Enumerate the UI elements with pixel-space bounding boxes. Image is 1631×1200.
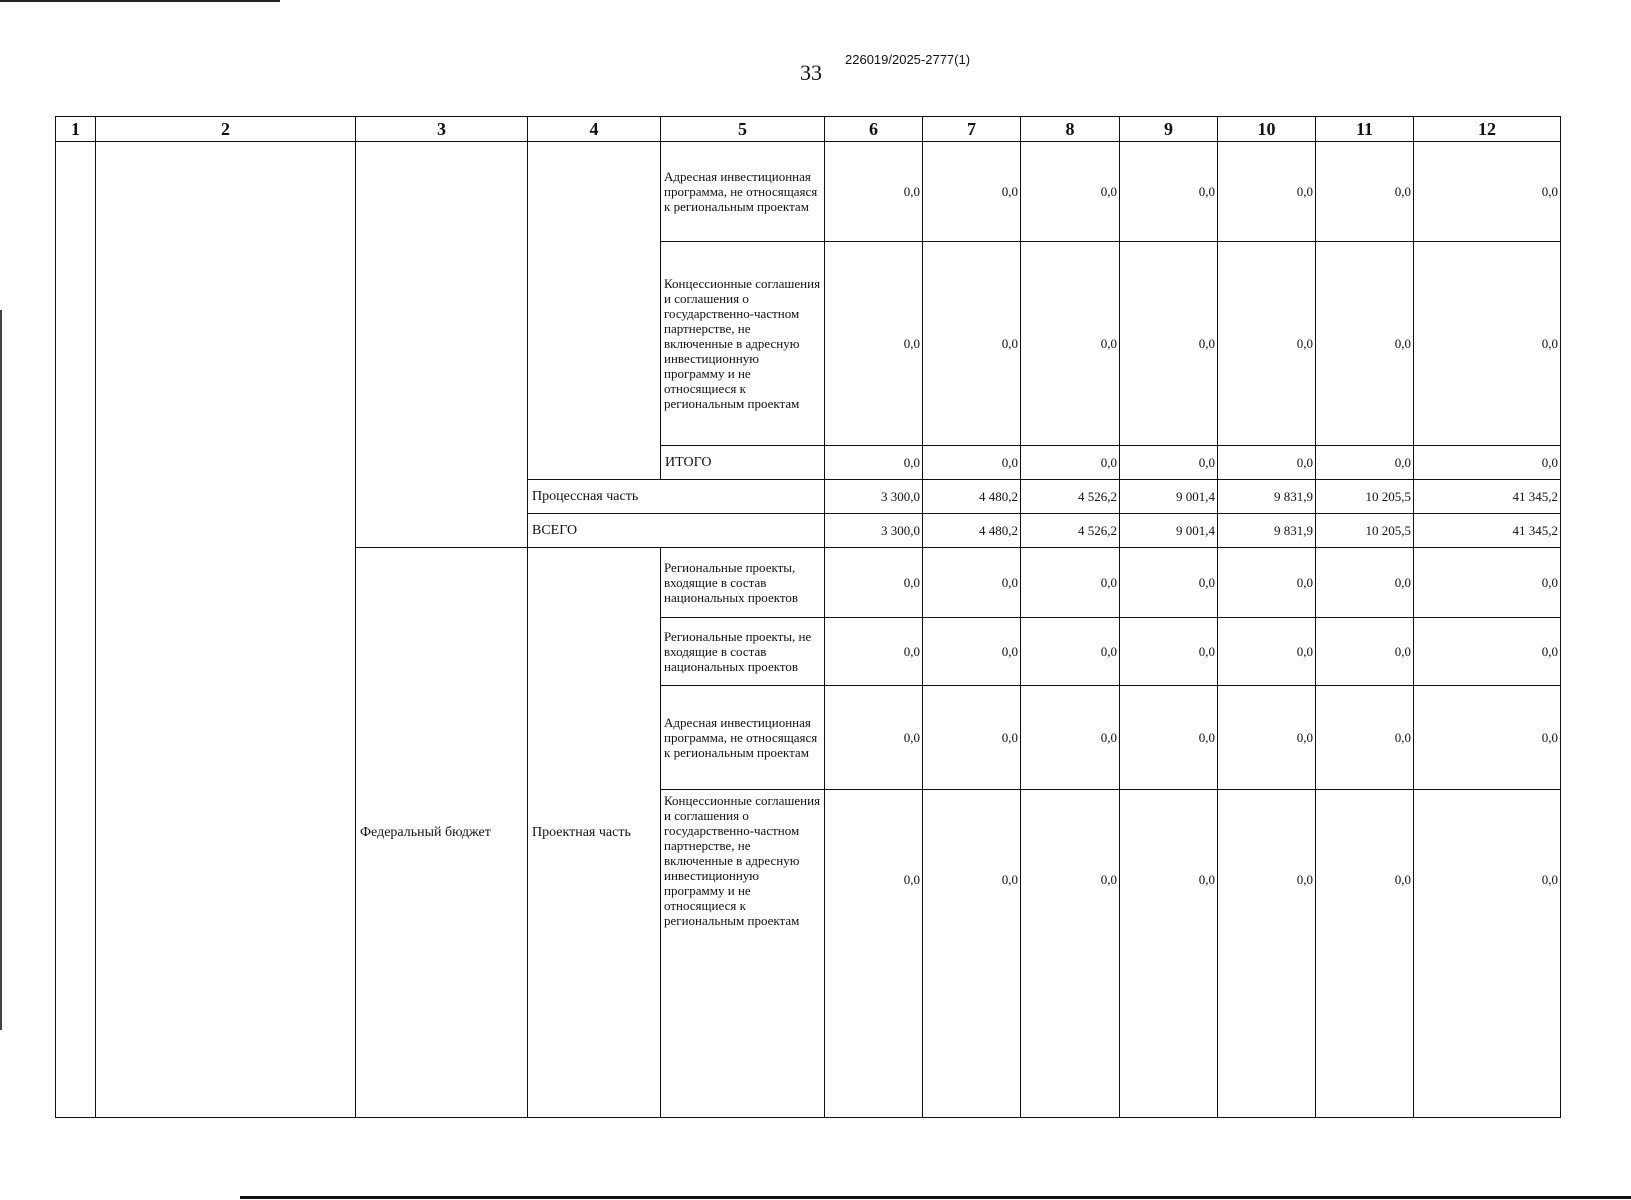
value-cell: 0,0 bbox=[1414, 790, 1561, 1118]
value-cell: 0,0 bbox=[1021, 686, 1120, 790]
value-cell: 0,0 bbox=[923, 790, 1021, 1118]
budget-part-label: Проектная часть bbox=[528, 548, 661, 1118]
value-cell: 0,0 bbox=[1021, 142, 1120, 242]
value-cell: 0,0 bbox=[923, 618, 1021, 686]
table-row bbox=[56, 142, 1561, 242]
value-cell: 0,0 bbox=[1414, 618, 1561, 686]
value-cell: 0,0 bbox=[825, 548, 923, 618]
column-header: 12 bbox=[1414, 117, 1561, 142]
column-header: 10 bbox=[1218, 117, 1316, 142]
value-cell: 0,0 bbox=[1316, 446, 1414, 480]
value-cell: 0,0 bbox=[1120, 142, 1218, 242]
value-cell: 0,0 bbox=[1120, 548, 1218, 618]
value-cell: 0,0 bbox=[825, 790, 923, 1118]
value-cell: 0,0 bbox=[1316, 790, 1414, 1118]
value-cell: 0,0 bbox=[1316, 686, 1414, 790]
value-cell: 0,0 bbox=[1218, 686, 1316, 790]
column-header: 11 bbox=[1316, 117, 1414, 142]
value-cell: 10 205,5 bbox=[1316, 514, 1414, 548]
value-cell: 0,0 bbox=[1120, 686, 1218, 790]
value-cell: 9 001,4 bbox=[1120, 514, 1218, 548]
value-cell: 0,0 bbox=[1120, 242, 1218, 446]
value-cell: 0,0 bbox=[1414, 446, 1561, 480]
value-cell: 3 300,0 bbox=[825, 480, 923, 514]
scan-edge-left bbox=[0, 310, 2, 1030]
value-cell: 4 526,2 bbox=[1021, 514, 1120, 548]
value-cell: 0,0 bbox=[1316, 548, 1414, 618]
column-header: 1 bbox=[56, 117, 96, 142]
value-cell: 4 480,2 bbox=[923, 480, 1021, 514]
value-cell: 0,0 bbox=[1021, 446, 1120, 480]
value-cell: 0,0 bbox=[1316, 142, 1414, 242]
row-label: Региональные проекты, не входящие в состав национальных проектов bbox=[661, 618, 825, 686]
value-cell: 0,0 bbox=[1120, 618, 1218, 686]
value-cell: 0,0 bbox=[923, 242, 1021, 446]
value-cell: 0,0 bbox=[1120, 446, 1218, 480]
column-header: 5 bbox=[661, 117, 825, 142]
column-header: 2 bbox=[96, 117, 356, 142]
budget-table bbox=[55, 116, 1561, 1118]
budget-source-label: Федеральный бюджет bbox=[356, 548, 528, 1118]
value-cell: 0,0 bbox=[923, 142, 1021, 242]
row-label: Адресная инвестиционная программа, не относящаяся к региональным проектам bbox=[661, 142, 825, 242]
cell-col3-empty bbox=[356, 142, 528, 548]
row-label: Адресная инвестиционная программа, не относящаяся к региональным проектам bbox=[661, 686, 825, 790]
value-cell: 0,0 bbox=[1218, 548, 1316, 618]
value-cell: 0,0 bbox=[1414, 242, 1561, 446]
value-cell: 0,0 bbox=[923, 686, 1021, 790]
scan-edge-top bbox=[0, 0, 280, 2]
cell-col1-empty bbox=[56, 142, 96, 1118]
value-cell: 0,0 bbox=[1218, 142, 1316, 242]
column-header: 7 bbox=[923, 117, 1021, 142]
value-cell: 10 205,5 bbox=[1316, 480, 1414, 514]
scan-edge-bottom bbox=[240, 1196, 1631, 1199]
row-label: Концессионные соглашения и соглашения о государственно-частном партнерстве, не включенные в адресную инвестиционную программу и не относящиеся к региональным проектам bbox=[661, 790, 825, 1118]
value-cell: 0,0 bbox=[825, 686, 923, 790]
value-cell: 0,0 bbox=[1218, 790, 1316, 1118]
value-cell: 0,0 bbox=[1021, 790, 1120, 1118]
row-label: Процессная часть bbox=[528, 480, 825, 514]
column-header: 8 bbox=[1021, 117, 1120, 142]
value-cell: 0,0 bbox=[1218, 446, 1316, 480]
row-label: Региональные проекты, входящие в состав национальных проектов bbox=[661, 548, 825, 618]
column-header: 3 bbox=[356, 117, 528, 142]
value-cell: 41 345,2 bbox=[1414, 514, 1561, 548]
value-cell: 0,0 bbox=[1021, 618, 1120, 686]
budget-table-container bbox=[55, 116, 1561, 1118]
value-cell: 9 831,9 bbox=[1218, 480, 1316, 514]
value-cell: 0,0 bbox=[1021, 242, 1120, 446]
cell-col2-empty bbox=[96, 142, 356, 1118]
value-cell: 3 300,0 bbox=[825, 514, 923, 548]
value-cell: 0,0 bbox=[825, 142, 923, 242]
value-cell: 4 480,2 bbox=[923, 514, 1021, 548]
value-cell: 0,0 bbox=[1414, 686, 1561, 790]
value-cell: 4 526,2 bbox=[1021, 480, 1120, 514]
value-cell: 0,0 bbox=[825, 618, 923, 686]
value-cell: 0,0 bbox=[1218, 242, 1316, 446]
page-number: 33 bbox=[800, 60, 822, 85]
column-header: 4 bbox=[528, 117, 661, 142]
cell-col4-empty bbox=[528, 142, 661, 480]
row-label: ВСЕГО bbox=[528, 514, 825, 548]
document-id: 226019/2025-2777(1) bbox=[845, 52, 971, 67]
value-cell: 0,0 bbox=[1120, 790, 1218, 1118]
value-cell: 0,0 bbox=[1021, 548, 1120, 618]
value-cell: 9 831,9 bbox=[1218, 514, 1316, 548]
value-cell: 0,0 bbox=[1316, 618, 1414, 686]
column-header-row bbox=[56, 117, 1561, 142]
row-label: Концессионные соглашения и соглашения о государственно-частном партнерстве, не включенные в адресную инвестиционную программу и не относящиеся к региональным проектам bbox=[661, 242, 825, 446]
row-label: ИТОГО bbox=[661, 446, 825, 480]
value-cell: 0,0 bbox=[1316, 242, 1414, 446]
column-header: 9 bbox=[1120, 117, 1218, 142]
value-cell: 0,0 bbox=[1414, 142, 1561, 242]
value-cell: 0,0 bbox=[825, 242, 923, 446]
value-cell: 41 345,2 bbox=[1414, 480, 1561, 514]
value-cell: 9 001,4 bbox=[1120, 480, 1218, 514]
value-cell: 0,0 bbox=[825, 446, 923, 480]
value-cell: 0,0 bbox=[1218, 618, 1316, 686]
value-cell: 0,0 bbox=[1414, 548, 1561, 618]
column-header: 6 bbox=[825, 117, 923, 142]
value-cell: 0,0 bbox=[923, 548, 1021, 618]
value-cell: 0,0 bbox=[923, 446, 1021, 480]
